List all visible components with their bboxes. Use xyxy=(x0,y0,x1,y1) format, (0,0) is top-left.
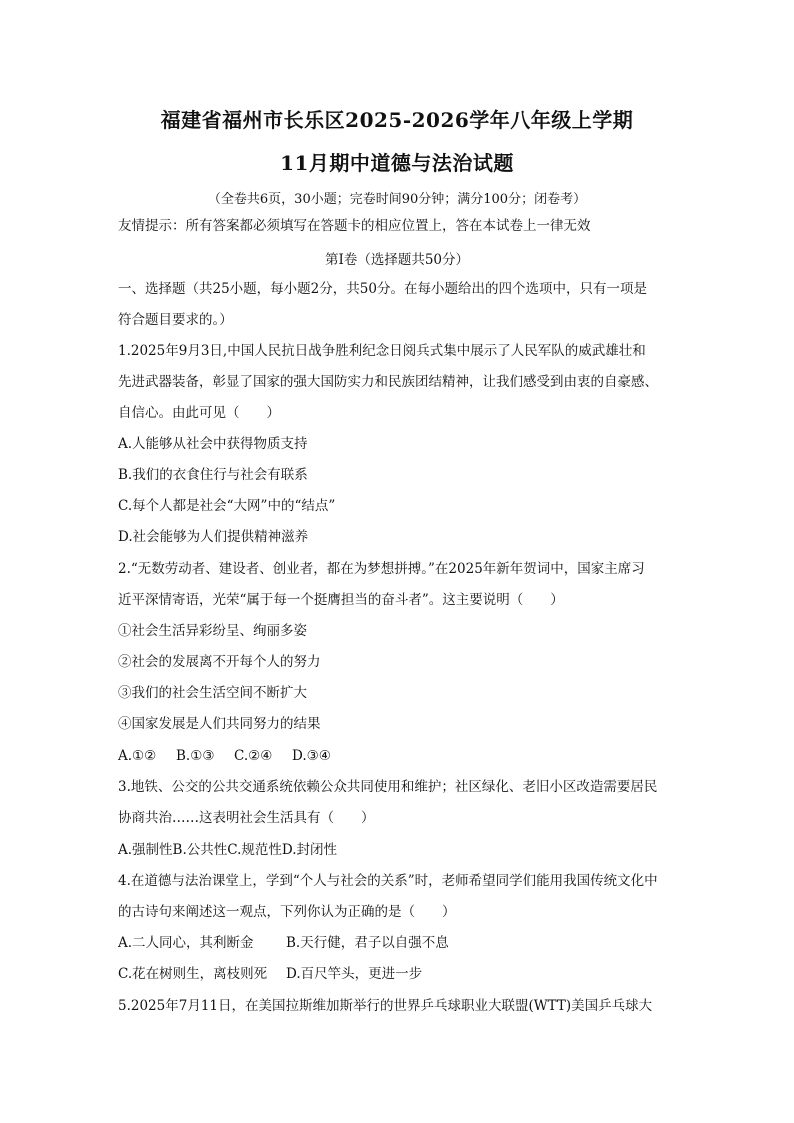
q3-stem-line1: 3.地铁、公交的公共交通系统依赖公众共同使用和维护；社区绿化、老旧小区改造需要居民 xyxy=(118,779,658,795)
q2-statement-2: ②社会的发展离不开每个人的努力 xyxy=(118,654,321,670)
section-instructions-line2: 符合题目要求的。） xyxy=(118,312,233,328)
q4-stem-line1: 4.在道德与法治课堂上，学到“个人与社会的关系”时，老师希望同学们能用我国传统文化中 xyxy=(118,873,658,889)
q1-stem-line2: 先进武器装备，彰显了国家的强大国防实力和民族团结精神，让我们感受到由衷的自豪感、 xyxy=(118,374,658,390)
q1-option-a: A.人能够从社会中获得物质支持 xyxy=(118,436,308,452)
q2-stem-line2: 近平深情寄语，光荣“属于每一个挺膺担当的奋斗者”。这主要说明（ ） xyxy=(118,592,564,608)
exam-info: （全卷共6页，30小题；完卷时间90分钟；满分100分；闭卷考） xyxy=(207,192,587,207)
section-instructions-line1: 一、选择题（共25小题，每小题2分，共50分。在每小题给出的四个选项中，只有一项是 xyxy=(118,281,647,297)
q3-stem-line2: 协商共治……这表明社会生活具有（ ） xyxy=(118,810,375,826)
q2-statement-3: ③我们的社会生活空间不断扩大 xyxy=(118,685,307,701)
q1-option-b: B.我们的衣食住行与社会有联系 xyxy=(118,467,308,483)
q4-options-row2 xyxy=(118,965,422,983)
q2-statement-4: ④国家发展是人们共同努力的结果 xyxy=(118,716,321,732)
q1-stem-line1: 1.2025年9月3日,中国人民抗日战争胜利纪念日阅兵式集中展示了人民军队的威武雄壮和 xyxy=(118,343,646,359)
volume-title: 第Ⅰ卷（选择题共50分） xyxy=(324,252,469,268)
q4-option-d: D.百尺竿头，更进一步 xyxy=(286,966,423,982)
q4-option-c: C.花在树则生，离枝则死 xyxy=(118,966,268,982)
q2-option-d: D.③④ xyxy=(292,748,331,764)
q1-option-c: C.每个人都是社会“大网”中的“结点” xyxy=(118,498,336,514)
tip-text: 友情提示：所有答案都必须填写在答题卡的相应位置上，答在本试卷上一律无效 xyxy=(118,218,591,234)
q2-statement-1: ①社会生活异彩纷呈、绚丽多姿 xyxy=(118,623,307,639)
q2-options xyxy=(118,747,331,765)
q4-stem-line2: 的古诗句来阐述这一观点，下列你认为正确的是（ ） xyxy=(118,904,456,920)
q5-stem-line1: 5.2025年7月11日，在美国拉斯维加斯举行的世界乒乓球职业大联盟(WTT)美国乒乓球大 xyxy=(118,998,653,1014)
q4-option-a: A.二人同心，其利断金 xyxy=(118,935,254,951)
q1-option-d: D.社会能够为人们提供精神滋养 xyxy=(118,529,309,545)
q4-options-row1 xyxy=(118,934,449,952)
q2-option-c: C.②④ xyxy=(234,748,273,764)
q2-option-b: B.①③ xyxy=(176,748,215,764)
q4-option-b: B.天行健，君子以自强不息 xyxy=(286,935,449,951)
q2-option-a: A.①② xyxy=(118,748,157,764)
q3-options: A.强制性B.公共性C.规范性D.封闭性 xyxy=(118,842,338,858)
q2-stem-line1: 2.“无数劳动者、建设者、创业者，都在为梦想拼搏。”在2025年新年贺词中，国家主席习 xyxy=(118,561,645,577)
q1-stem-line3: 自信心。由此可见（ ） xyxy=(118,405,280,421)
exam-title-line2: 11月期中道德与法治试题 xyxy=(280,151,514,175)
exam-title-line1: 福建省福州市长乐区2025-2026学年八年级上学期 xyxy=(160,108,634,132)
